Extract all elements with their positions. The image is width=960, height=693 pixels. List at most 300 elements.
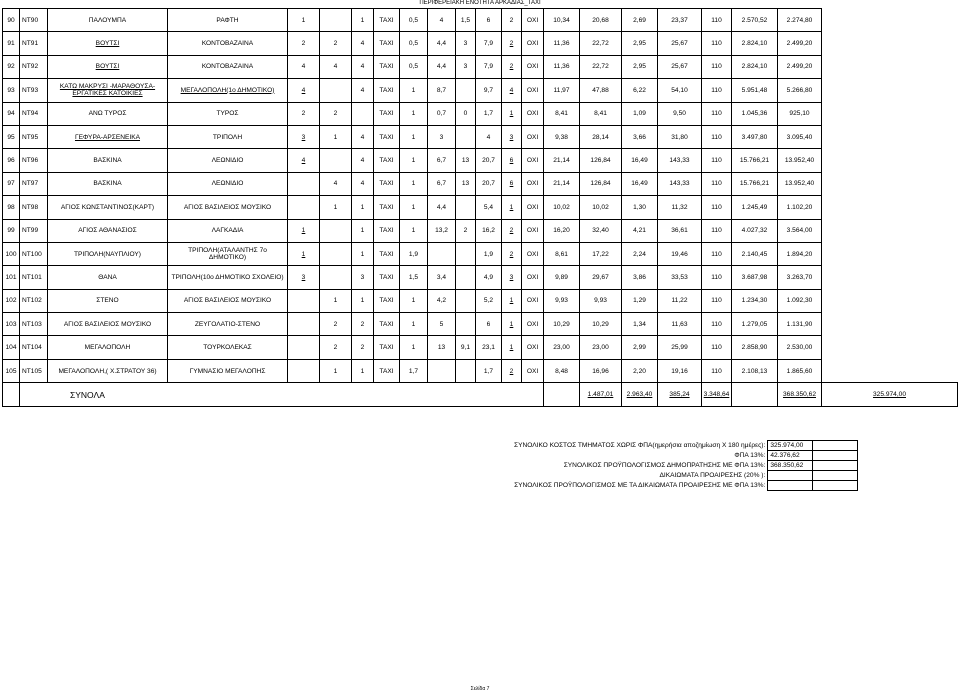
- table-cell: 4: [352, 79, 374, 102]
- total-value: 1.487,01: [580, 383, 622, 407]
- table-cell: 2: [288, 32, 320, 55]
- table-cell: NT98: [20, 196, 48, 219]
- summary-row: [512, 481, 858, 491]
- table-cell: 110: [702, 359, 732, 382]
- summary-label: ΦΠΑ 13%:: [734, 452, 766, 459]
- table-cell: 4: [352, 172, 374, 195]
- table-cell: ΟΧΙ: [522, 125, 544, 148]
- summary-extra-cell: [813, 471, 858, 481]
- table-cell: 2: [502, 9, 522, 32]
- table-cell: 1,30: [622, 196, 658, 219]
- table-cell: ΑΝΩ ΤΥΡΟΣ: [48, 102, 168, 125]
- table-cell: 2: [320, 102, 352, 125]
- table-row: [3, 266, 958, 289]
- table-cell: 4,4: [428, 32, 456, 55]
- table-cell: [456, 289, 476, 312]
- table-cell: 0,5: [400, 9, 428, 32]
- table-cell: 2.274,80: [778, 9, 822, 32]
- table-cell: 9,93: [544, 289, 580, 312]
- summary-extra-cell: [813, 441, 858, 451]
- summary-value: 42.376,62: [768, 451, 813, 461]
- table-cell: 1: [320, 359, 352, 382]
- table-cell: 143,33: [658, 149, 702, 172]
- table-cell: 2: [320, 336, 352, 359]
- table-cell: ΤΟΥΡΚΟΛΕΚΑΣ: [168, 336, 288, 359]
- table-row: [3, 242, 958, 265]
- table-cell: ΚΑΤΩ ΜΑΚΡΥΣΙ -ΜΑΡΑΘΟΥΣΑ- ΕΡΓΑΤΙΚΕΣ ΚΑΤΟΙΚΙΕΣ: [48, 79, 168, 102]
- table-cell: 2: [288, 102, 320, 125]
- table-cell: ΟΧΙ: [522, 242, 544, 265]
- summary-row: [512, 441, 858, 451]
- table-cell: 19,16: [658, 359, 702, 382]
- table-cell: ΤΡΙΠΟΛΗ(ΑΤΑΛΑΝΤΗΣ 7ο ΔΗΜΟΤΙΚΟ): [168, 242, 288, 265]
- table-cell: 1: [400, 125, 428, 148]
- table-cell: [456, 125, 476, 148]
- table-cell: [288, 359, 320, 382]
- table-cell: ΟΧΙ: [522, 289, 544, 312]
- table-cell: NT103: [20, 313, 48, 336]
- table-cell: [288, 313, 320, 336]
- table-cell: 13: [456, 149, 476, 172]
- table-cell: 6: [502, 172, 522, 195]
- table-cell: 1: [400, 313, 428, 336]
- table-cell: 1: [502, 336, 522, 359]
- table-cell: 91: [3, 32, 20, 55]
- table-cell: 1: [352, 242, 374, 265]
- table-cell: 6,22: [622, 79, 658, 102]
- table-cell: 10,29: [580, 313, 622, 336]
- table-cell: 23,1: [476, 336, 502, 359]
- table-cell: 1: [288, 242, 320, 265]
- table-cell: 2,95: [622, 55, 658, 78]
- table-cell: NT104: [20, 336, 48, 359]
- table-cell: ΤΑΧΙ: [374, 196, 400, 219]
- table-cell: 16,2: [476, 219, 502, 242]
- table-cell: ΜΕΓΑΛΟΠΟΛΗ: [48, 336, 168, 359]
- table-cell: 20,68: [580, 9, 622, 32]
- table-cell: 1,9: [400, 242, 428, 265]
- table-cell: ΟΧΙ: [522, 219, 544, 242]
- table-cell: 29,67: [580, 266, 622, 289]
- table-cell: NT100: [20, 242, 48, 265]
- table-cell: 4: [288, 55, 320, 78]
- table-cell: 1.894,20: [778, 242, 822, 265]
- table-cell: 5.951,48: [732, 79, 778, 102]
- table-cell: 925,10: [778, 102, 822, 125]
- table-cell: 6: [476, 313, 502, 336]
- table-cell: ΤΥΡΟΣ: [168, 102, 288, 125]
- table-cell: ΟΧΙ: [522, 313, 544, 336]
- table-cell: 2,20: [622, 359, 658, 382]
- table-cell: 2: [502, 219, 522, 242]
- table-cell: 3,4: [428, 266, 456, 289]
- table-cell: 4,2: [428, 289, 456, 312]
- table-cell: 8,7: [428, 79, 456, 102]
- table-cell: 4: [428, 9, 456, 32]
- table-cell: 1: [502, 289, 522, 312]
- table-cell: ΤΑΧΙ: [374, 125, 400, 148]
- table-cell: NT105: [20, 359, 48, 382]
- table-cell: ΡΑΦΤΗ: [168, 9, 288, 32]
- table-cell: 8,48: [544, 359, 580, 382]
- table-cell: 1.092,30: [778, 289, 822, 312]
- table-cell: ΤΑΧΙ: [374, 55, 400, 78]
- table-cell: 10,02: [544, 196, 580, 219]
- table-cell: ΑΓΙΟΣ ΑΘΑΝΑΣΙΟΣ: [48, 219, 168, 242]
- table-cell: 25,67: [658, 32, 702, 55]
- table-cell: ΟΧΙ: [522, 359, 544, 382]
- table-cell: 110: [702, 242, 732, 265]
- table-cell: 0,5: [400, 32, 428, 55]
- table-body: [3, 9, 958, 407]
- table-cell: ΤΑΧΙ: [374, 266, 400, 289]
- summary-value: 325.974,00: [768, 441, 813, 451]
- table-cell: 2: [502, 242, 522, 265]
- page-footer: Σελίδα 7: [470, 686, 490, 692]
- table-cell: [320, 9, 352, 32]
- table-cell: 1: [502, 313, 522, 336]
- table-cell: 4: [352, 32, 374, 55]
- table-cell: 1,7: [476, 359, 502, 382]
- table-cell: 110: [702, 196, 732, 219]
- table-cell: 25,99: [658, 336, 702, 359]
- table-cell: 17,22: [580, 242, 622, 265]
- table-cell: 5,2: [476, 289, 502, 312]
- table-cell: [456, 242, 476, 265]
- summary-row: [512, 461, 858, 471]
- table-cell: ΟΧΙ: [522, 336, 544, 359]
- table-cell: 8,61: [544, 242, 580, 265]
- table-cell: 1.865,60: [778, 359, 822, 382]
- table-cell: 4: [352, 149, 374, 172]
- table-cell: 10,29: [544, 313, 580, 336]
- table-cell: ΑΓΙΟΣ ΒΑΣΙΛΕΙΟΣ ΜΟΥΣΙΚΟ: [168, 289, 288, 312]
- table-row: [3, 125, 958, 148]
- table-cell: 1: [352, 289, 374, 312]
- table-cell: 102: [3, 289, 20, 312]
- table-cell: NT102: [20, 289, 48, 312]
- table-cell: 16,96: [580, 359, 622, 382]
- table-cell: ΑΓΙΟΣ ΒΑΣΙΛΕΙΟΣ ΜΟΥΣΙΚΟ: [168, 196, 288, 219]
- page-header: ΠΕΡΙΦΕΡΕΙΑΚΗ ΕΝΟΤΗΤΑ ΑΡΚΑΔΙΑΣ_ΤΑΧΙ: [419, 0, 541, 6]
- table-cell: ΤΑΧΙ: [374, 336, 400, 359]
- table-cell: 9,7: [476, 79, 502, 102]
- table-cell: 1: [320, 125, 352, 148]
- table-cell: 1.131,90: [778, 313, 822, 336]
- table-cell: 2: [352, 313, 374, 336]
- table-cell: 90: [3, 9, 20, 32]
- blank-cell: [732, 383, 778, 407]
- table-cell: 2.108,13: [732, 359, 778, 382]
- table-cell: 4,4: [428, 196, 456, 219]
- table-cell: 13.952,40: [778, 172, 822, 195]
- table-cell: [456, 266, 476, 289]
- table-cell: 9,38: [544, 125, 580, 148]
- table-cell: 2.530,00: [778, 336, 822, 359]
- table-cell: 3.564,00: [778, 219, 822, 242]
- table-cell: 5,4: [476, 196, 502, 219]
- table-cell: 28,14: [580, 125, 622, 148]
- table-cell: NT96: [20, 149, 48, 172]
- table-cell: 1: [502, 196, 522, 219]
- table-cell: 9,93: [580, 289, 622, 312]
- summary-label: ΣΥΝΟΛΙΚΟΣ ΠΡΟΫΠΟΛΟΓΙΣΜΟΣ ΜΕ ΤΑ ΔΙΚΑΙΩΜΑΤΑ ΠΡΟΑΙΡΕΣΗΣ ΜΕ ΦΠΑ 13%:: [514, 482, 766, 489]
- table-cell: ΟΧΙ: [522, 9, 544, 32]
- table-cell: 25,67: [658, 55, 702, 78]
- table-cell: 1,7: [476, 102, 502, 125]
- table-cell: 4: [352, 125, 374, 148]
- table-cell: 21,14: [544, 172, 580, 195]
- table-cell: [320, 149, 352, 172]
- table-cell: ΣΤΕΝΟ: [48, 289, 168, 312]
- table-row: [3, 55, 958, 78]
- table-cell: 110: [702, 266, 732, 289]
- table-cell: ΤΑΧΙ: [374, 313, 400, 336]
- table-cell: [456, 79, 476, 102]
- table-cell: 11,32: [658, 196, 702, 219]
- table-cell: 3,66: [622, 125, 658, 148]
- table-cell: 4: [288, 79, 320, 102]
- table-cell: 31,80: [658, 125, 702, 148]
- table-cell: 6,7: [428, 172, 456, 195]
- table-cell: 8,41: [544, 102, 580, 125]
- table-cell: 1,09: [622, 102, 658, 125]
- summary-value: 368.350,62: [768, 461, 813, 471]
- table-cell: 47,88: [580, 79, 622, 102]
- table-cell: [320, 266, 352, 289]
- summary-extra-cell: [813, 451, 858, 461]
- table-cell: 2: [502, 55, 522, 78]
- table-cell: 2: [320, 32, 352, 55]
- table-cell: ΛΑΓΚΑΔΙΑ: [168, 219, 288, 242]
- summary-label: ΣΥΝΟΛΙΚΟ ΚΟΣΤΟΣ ΤΜΗΜΑΤΟΣ ΧΩΡΙΣ ΦΠΑ(ημερήσια αποζημίωση Χ 180 ημέρες):: [514, 442, 766, 449]
- table-cell: [320, 242, 352, 265]
- table-cell: 110: [702, 125, 732, 148]
- table-cell: NT97: [20, 172, 48, 195]
- table-cell: 92: [3, 55, 20, 78]
- table-cell: 110: [702, 79, 732, 102]
- table-cell: 126,84: [580, 172, 622, 195]
- table-cell: 9,1: [456, 336, 476, 359]
- table-cell: 143,33: [658, 172, 702, 195]
- table-cell: 1: [400, 219, 428, 242]
- table-cell: 1.102,20: [778, 196, 822, 219]
- table-cell: 2: [352, 336, 374, 359]
- table-cell: [288, 289, 320, 312]
- table-cell: 97: [3, 172, 20, 195]
- table-cell: 1: [320, 196, 352, 219]
- table-cell: 110: [702, 219, 732, 242]
- table-cell: 23,37: [658, 9, 702, 32]
- summary-extra-cell: [813, 481, 858, 491]
- table-cell: 1: [400, 196, 428, 219]
- table-row: [3, 172, 958, 195]
- table-cell: 1.279,05: [732, 313, 778, 336]
- table-cell: [288, 196, 320, 219]
- table-cell: ΟΧΙ: [522, 55, 544, 78]
- table-cell: 1,5: [456, 9, 476, 32]
- table-cell: ΛΕΩΝΙΔΙΟ: [168, 149, 288, 172]
- table-cell: NT95: [20, 125, 48, 148]
- table-cell: 6,7: [428, 149, 456, 172]
- table-cell: 20,7: [476, 172, 502, 195]
- table-cell: 95: [3, 125, 20, 148]
- total-value: 325.974,00: [822, 383, 958, 407]
- table-cell: ΒΑΣΚΙΝΑ: [48, 149, 168, 172]
- table-cell: ΤΑΧΙ: [374, 242, 400, 265]
- table-cell: ΚΟΝΤΟΒΑΖΑΙΝΑ: [168, 32, 288, 55]
- table-cell: 1: [502, 102, 522, 125]
- table-cell: 104: [3, 336, 20, 359]
- table-cell: 110: [702, 172, 732, 195]
- table-cell: 3.497,80: [732, 125, 778, 148]
- table-cell: ΤΑΧΙ: [374, 289, 400, 312]
- table-cell: 9,50: [658, 102, 702, 125]
- table-cell: [320, 79, 352, 102]
- table-cell: 6: [502, 149, 522, 172]
- table-cell: ΠΑΛΟΥΜΠΑ: [48, 9, 168, 32]
- table-cell: 1: [400, 336, 428, 359]
- table-cell: ΤΡΙΠΟΛΗ(ΝΑΥΠΛΙΟΥ): [48, 242, 168, 265]
- table-cell: ΤΑΧΙ: [374, 149, 400, 172]
- table-cell: ΘΑΝΑ: [48, 266, 168, 289]
- table-cell: 94: [3, 102, 20, 125]
- table-cell: ΤΑΧΙ: [374, 359, 400, 382]
- table-cell: ΤΑΧΙ: [374, 32, 400, 55]
- table-cell: ΤΡΙΠΟΛΗ: [168, 125, 288, 148]
- total-value: 3.348,64: [702, 383, 732, 407]
- summary-value: [768, 471, 813, 481]
- table-cell: ΤΡΙΠΟΛΗ(10ο ΔΗΜΟΤΙΚΟ ΣΧΟΛΕΙΟ): [168, 266, 288, 289]
- table-cell: 36,61: [658, 219, 702, 242]
- table-cell: 5.266,80: [778, 79, 822, 102]
- table-cell: 5: [428, 313, 456, 336]
- table-cell: 16,20: [544, 219, 580, 242]
- table-cell: 4,4: [428, 55, 456, 78]
- summary-value: [768, 481, 813, 491]
- table-cell: 11,36: [544, 32, 580, 55]
- table-row: [3, 9, 958, 32]
- table-cell: 3: [352, 266, 374, 289]
- table-cell: [428, 242, 456, 265]
- totals-row: [3, 383, 958, 407]
- table-cell: 2.140,45: [732, 242, 778, 265]
- table-cell: 1,7: [400, 359, 428, 382]
- table-cell: 10,34: [544, 9, 580, 32]
- table-cell: 13.952,40: [778, 149, 822, 172]
- summary-extra-cell: [813, 461, 858, 471]
- table-cell: 2.570,52: [732, 9, 778, 32]
- table-cell: 11,22: [658, 289, 702, 312]
- table-cell: 2.858,90: [732, 336, 778, 359]
- table-cell: ΑΓΙΟΣ ΚΩΝΣΤΑΝΤΙΝΟΣ(ΚΑΡΤ): [48, 196, 168, 219]
- table-cell: 3: [288, 125, 320, 148]
- table-cell: 1: [320, 289, 352, 312]
- total-value: 368.350,62: [778, 383, 822, 407]
- table-cell: 98: [3, 196, 20, 219]
- table-cell: 15.766,21: [732, 149, 778, 172]
- table-cell: 2.824,10: [732, 55, 778, 78]
- table-cell: 19,46: [658, 242, 702, 265]
- table-cell: ΒΟΥΤΣΙ: [48, 32, 168, 55]
- table-cell: 2.499,20: [778, 32, 822, 55]
- table-cell: 20,7: [476, 149, 502, 172]
- table-cell: [288, 336, 320, 359]
- table-cell: 110: [702, 55, 732, 78]
- table-cell: ΤΑΧΙ: [374, 172, 400, 195]
- table-cell: 1: [400, 102, 428, 125]
- table-cell: 2,95: [622, 32, 658, 55]
- table-cell: 0,5: [400, 55, 428, 78]
- table-cell: 16,49: [622, 172, 658, 195]
- table-cell: 2: [456, 219, 476, 242]
- table-cell: 110: [702, 289, 732, 312]
- table-cell: ΟΧΙ: [522, 266, 544, 289]
- table-cell: 1: [400, 289, 428, 312]
- summary-label: ΔΙΚΑΙΩΜΑΤΑ ΠΡΟΑΙΡΕΣΗΣ (20% ):: [659, 472, 766, 479]
- table-cell: 13,2: [428, 219, 456, 242]
- table-row: [3, 79, 958, 102]
- table-cell: 7,9: [476, 32, 502, 55]
- table-cell: 1.045,36: [732, 102, 778, 125]
- summary-row: [512, 451, 858, 461]
- table-cell: 10,02: [580, 196, 622, 219]
- table-cell: 110: [702, 313, 732, 336]
- table-cell: 2: [502, 359, 522, 382]
- table-row: [3, 359, 958, 382]
- table-cell: ΤΑΧΙ: [374, 219, 400, 242]
- table-cell: 110: [702, 149, 732, 172]
- table-cell: 1,5: [400, 266, 428, 289]
- table-cell: 4: [352, 55, 374, 78]
- table-cell: [288, 172, 320, 195]
- table-cell: NT90: [20, 9, 48, 32]
- table-cell: NT91: [20, 32, 48, 55]
- table-cell: 2: [502, 32, 522, 55]
- table-cell: NT93: [20, 79, 48, 102]
- table-cell: ΟΧΙ: [522, 79, 544, 102]
- blank-cell: [3, 383, 20, 407]
- table-cell: 2,24: [622, 242, 658, 265]
- table-cell: 1,34: [622, 313, 658, 336]
- table-cell: 103: [3, 313, 20, 336]
- table-cell: 4,9: [476, 266, 502, 289]
- table-cell: 3,86: [622, 266, 658, 289]
- table-cell: 93: [3, 79, 20, 102]
- table-cell: ΒΟΥΤΣΙ: [48, 55, 168, 78]
- table-row: [3, 289, 958, 312]
- table-cell: 1: [400, 149, 428, 172]
- table-row: [3, 32, 958, 55]
- table-cell: 1: [400, 172, 428, 195]
- table-cell: 1: [352, 196, 374, 219]
- table-cell: 3: [502, 266, 522, 289]
- table-cell: ΚΟΝΤΟΒΑΖΑΙΝΑ: [168, 55, 288, 78]
- table-cell: 15.766,21: [732, 172, 778, 195]
- table-cell: 1: [288, 219, 320, 242]
- table-cell: [428, 359, 456, 382]
- table-row: [3, 313, 958, 336]
- table-cell: 4,21: [622, 219, 658, 242]
- table-cell: ΑΓΙΟΣ ΒΑΣΙΛΕΙΟΣ ΜΟΥΣΙΚΟ: [48, 313, 168, 336]
- table-cell: ΟΧΙ: [522, 32, 544, 55]
- table-cell: 23,00: [544, 336, 580, 359]
- table-cell: 110: [702, 32, 732, 55]
- routes-table: [2, 8, 958, 407]
- table-cell: ΓΕΦΥΡΑ-ΑΡΣΕΝΕΙΚΑ: [48, 125, 168, 148]
- table-cell: NT92: [20, 55, 48, 78]
- table-cell: 4: [320, 172, 352, 195]
